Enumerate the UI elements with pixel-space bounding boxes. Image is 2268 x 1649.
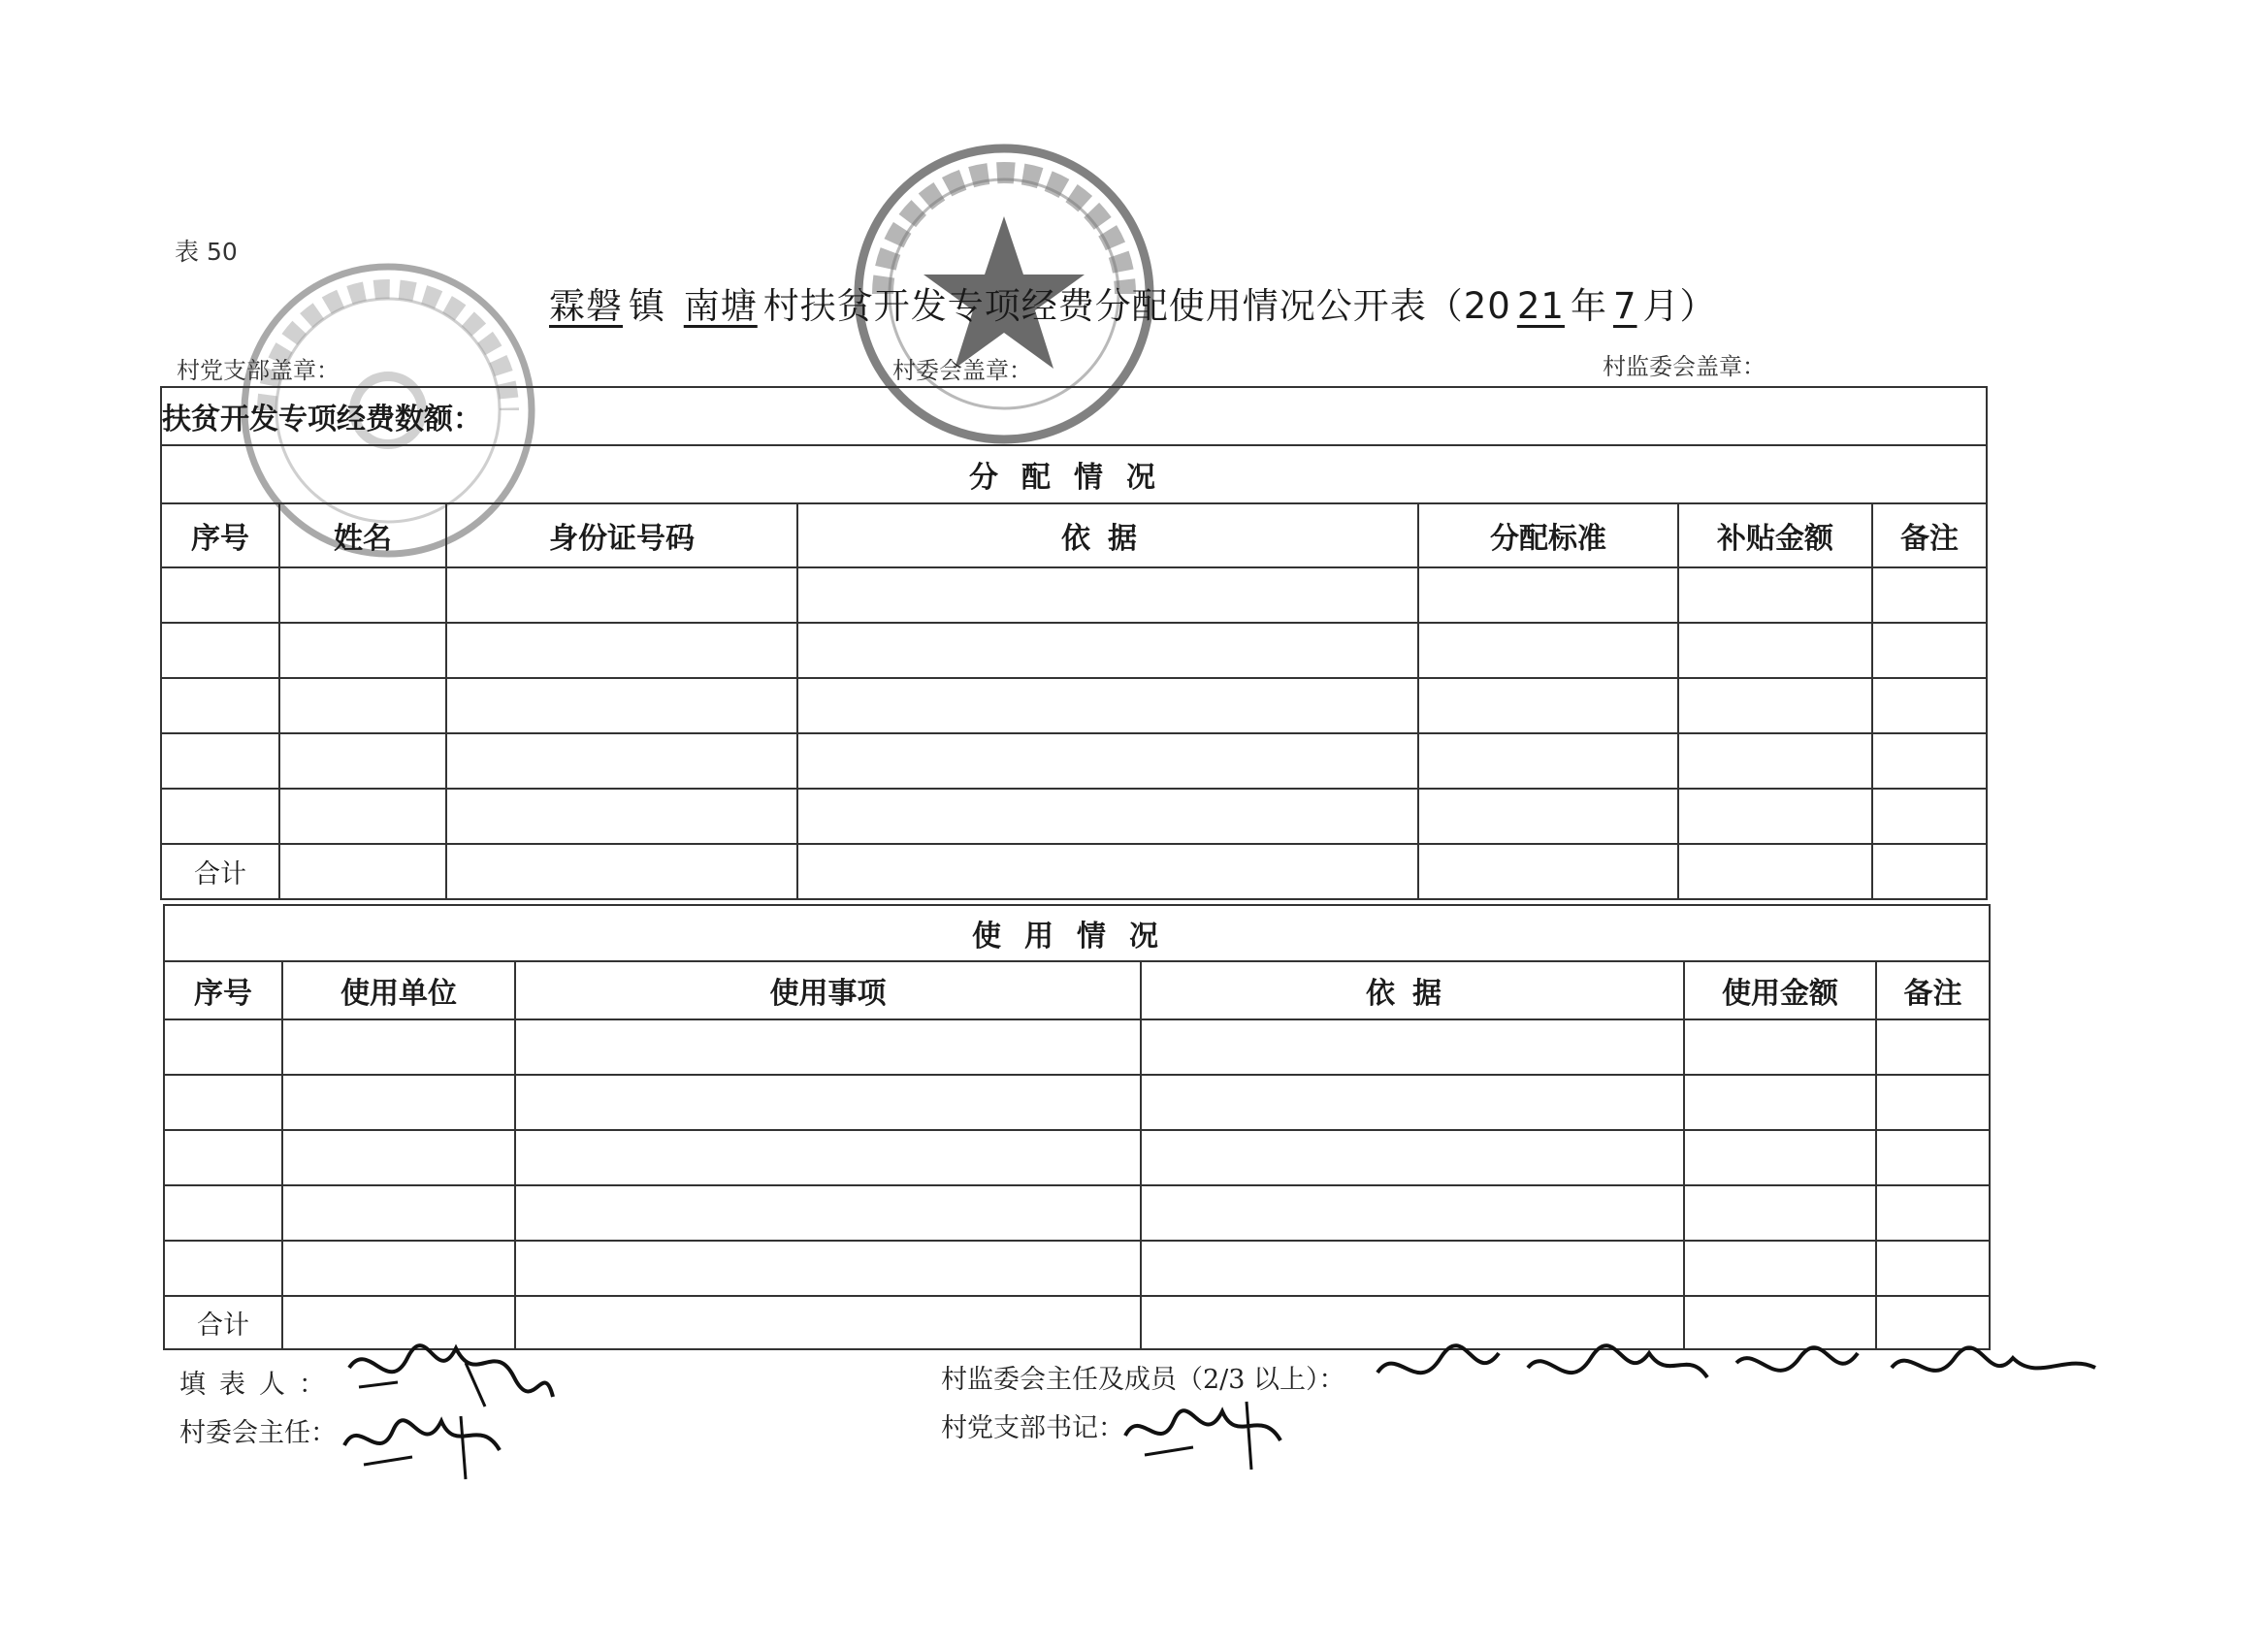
col-header: 使用单位 [282,961,515,1019]
supervision-members-label: 村监委会主任及成员（2/3 以上）： [941,1365,1345,1395]
village-committee-seal-label: 村委会盖章： [892,357,1032,384]
total-label: 合计 [161,844,279,899]
title-town-suffix: 镇 [629,285,665,327]
secretary-label: 村党支部书记： [941,1413,1124,1443]
director-signature [335,1397,519,1484]
col-header: 姓名 [279,503,446,567]
col-header: 使用金额 [1684,961,1876,1019]
director-label: 村委会主任： [179,1418,337,1448]
table-row [161,733,1987,789]
table-row [161,789,1987,844]
table-row [164,1019,1990,1075]
distribution-table [160,386,1988,900]
title-village: 南塘 [683,285,758,327]
distribution-section-title: 分配情况 [161,445,1987,503]
col-header: 序号 [164,961,282,1019]
party-branch-seal-label: 村党支部盖章： [177,357,340,384]
supervision-seal-label: 村监委会盖章： [1603,353,1766,380]
col-header: 依据 [1141,961,1684,1019]
table-row [164,1241,1990,1296]
col-header: 补贴金额 [1678,503,1872,567]
col-header: 备注 [1872,503,1987,567]
col-header: 使用事项 [515,961,1141,1019]
supervision-signatures [1368,1329,2105,1416]
col-header: 身份证号码 [446,503,797,567]
title-town: 霖磐 [549,285,623,327]
filler-label: 填表人： [179,1370,339,1400]
col-header: 分配标准 [1418,503,1678,567]
table-row [161,623,1987,678]
table-row [164,1130,1990,1185]
total-label: 合计 [164,1296,282,1349]
total-row [161,844,1987,899]
col-header: 序号 [161,503,279,567]
title-year-suffix: 年 [1570,285,1607,327]
table-row [164,1185,1990,1241]
title-year: 21 [1516,285,1565,327]
title-main: 村扶贫开发专项经费分配使用情况公开表（20 [762,285,1511,327]
title-month-suffix: 月） [1642,285,1717,327]
col-header: 依据 [797,503,1418,567]
usage-section-title: 使用情况 [164,905,1990,961]
table-row [164,1075,1990,1130]
usage-table [163,904,1991,1350]
table-row [161,678,1987,733]
fund-amount-label: 扶贫开发专项经费数额： [161,387,1987,445]
page-title [543,276,1717,329]
secretary-signature [1116,1387,1300,1474]
table-row [161,567,1987,623]
title-month: 7 [1612,285,1637,327]
col-header: 备注 [1876,961,1990,1019]
form-number: 表 50 [175,238,238,266]
